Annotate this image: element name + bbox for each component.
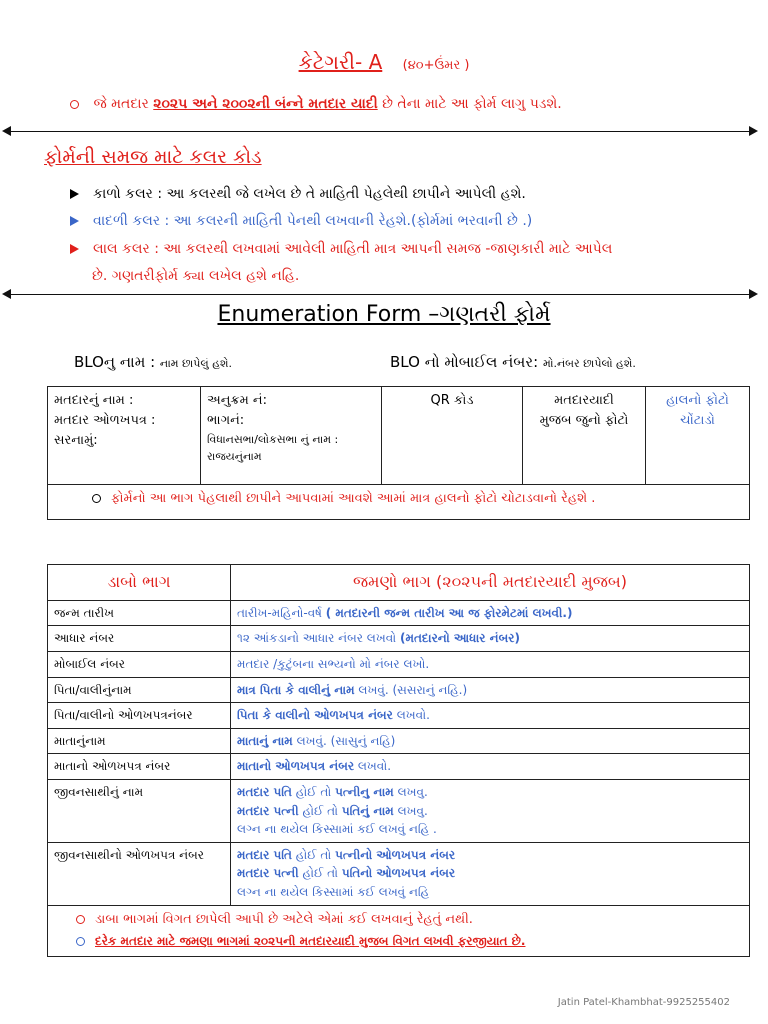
- note-2: [76, 932, 743, 951]
- voter-info-table: [47, 386, 750, 520]
- instruction-part1: તારીખ-મહિનો-વર્ષ: [237, 605, 326, 620]
- table-row: [48, 779, 750, 842]
- row-instruction[interactable]: [231, 779, 750, 842]
- row-label: જીવનસાથીનો ઓળખપત્ર નંબર: [48, 842, 231, 905]
- qr-code-label: QR કોડ: [430, 393, 474, 408]
- table-row: [48, 626, 750, 652]
- instruction-part1: ૧૨ આંકડાનો આધાર નંબર લખવો: [237, 631, 401, 646]
- row-instruction[interactable]: [231, 728, 750, 754]
- voter-name-label: મતદારનું નામ :: [54, 393, 134, 408]
- intro-part1: જે મતદાર: [93, 96, 154, 112]
- instruction-part1: માતાનું નામ: [237, 733, 293, 748]
- blue-color-text: વાદળી કલર : આ કલરની માહિતી પેનથી લખવાની રેહશે.(ફોર્મમાં ભરવાની છે .): [93, 213, 533, 229]
- double-arrow-divider: [4, 294, 756, 295]
- table-row: [48, 651, 750, 677]
- double-arrow-divider: [4, 131, 756, 132]
- table-row: [48, 600, 750, 626]
- instruction-part1: માતાનો ઓળખપત્ર નંબર: [237, 759, 355, 774]
- instruction-line: મતદાર પત્ની હોઈ તો પતિનો ઓળખપત્ર નંબર: [237, 866, 456, 881]
- note-2-text: દરેક મતદાર માટે જમણા ભાગમાં ૨૦૨૫ની મતદારયાદી મુજબ વિગત લખવી ફરજીયાત છે.: [95, 933, 526, 948]
- table1-note: [48, 485, 750, 520]
- row-instruction[interactable]: [231, 703, 750, 729]
- row-label: આધાર નંબર: [48, 626, 231, 652]
- serial-part-cell: [201, 387, 382, 485]
- row-instruction[interactable]: [231, 651, 750, 677]
- blue-color-item: [70, 213, 532, 229]
- current-photo-label-1: હાલનો ફોટો: [666, 393, 729, 408]
- circle-bullet-icon: [76, 937, 85, 946]
- serial-no-label: અનુક્રમ નં:: [207, 393, 267, 408]
- row-label: મોબાઈલ નંબર: [48, 651, 231, 677]
- state-label: રાજયનુંનામ: [207, 450, 262, 464]
- current-photo-cell[interactable]: [646, 387, 750, 485]
- instruction-line: લગ્ન ના થયેલ કિસ્સામાં કઈ લખવું નહિ .: [237, 822, 437, 837]
- left-right-table: [47, 564, 750, 957]
- row-instruction[interactable]: [231, 677, 750, 703]
- right-part-heading: જમણો ભાગ (૨૦૨૫ની મતદારયાદી મુજબ): [231, 565, 750, 601]
- circle-bullet-icon: [76, 915, 85, 924]
- red-color-text-1: લાલ કલર : આ કલરથી લખવામાં આવેલી માહિતી માત્ર આપની સમજ -જાણકારી માટે આપેલ: [93, 241, 613, 257]
- blo-name-label: BLOનુ નામ :: [74, 353, 160, 371]
- blo-name-value: નામ છાપેલું હશે.: [159, 357, 233, 370]
- constituency-label: વિધાનસભા/લોકસભા નું નામ :: [207, 433, 339, 447]
- table-row: [48, 703, 750, 729]
- row-label: જન્મ તારીખ: [48, 600, 231, 626]
- qr-code-cell: [382, 387, 523, 485]
- voter-id-label: મતદાર ઓળખપત્ર :: [54, 413, 156, 429]
- black-color-item: [70, 186, 526, 202]
- black-color-text: કાળો કલર : આ કલરથી જે લખેલ છે તે માહિતી પેહલેથી છાપીને આપેલી હશે.: [93, 186, 526, 202]
- table2-notes: [48, 905, 750, 957]
- arrow-bullet-icon: [70, 189, 79, 199]
- voter-details-cell: [48, 387, 201, 485]
- intro-part3: છે તેના માટે આ ફોર્મ લાગુ પડશે.: [377, 96, 562, 112]
- red-color-item: [70, 241, 612, 257]
- table-row: [48, 754, 750, 780]
- instruction-line: મતદાર પતિ હોઈ તો પત્નીનો ઓળખપત્ર નંબર: [237, 847, 456, 862]
- instruction-part1: પિતા કે વાલીનો ઓળખપત્ર નંબર: [237, 708, 393, 723]
- intro-part2: ૨૦૨૫ અને ૨૦૦૨ની બંન્ને મતદાર યાદી: [153, 96, 378, 112]
- old-photo-label-2: મુજબ જુનો ફોટો: [539, 413, 629, 429]
- table-row: [48, 677, 750, 703]
- enumeration-form-title: Enumeration Form –ગણતરી ફોર્મ: [217, 302, 551, 327]
- old-photo-label-1: મતદારયાદી: [554, 393, 614, 408]
- note-1: [76, 910, 743, 930]
- blo-mobile-label: BLO નો મોબાઈલ નંબર:: [390, 353, 543, 371]
- blo-mobile-value: મો.નંબર છાપેલો હશે.: [542, 357, 636, 370]
- instruction-part1: માત્ર પિતા કે વાલીનું નામ: [237, 682, 355, 697]
- table-row: [48, 842, 750, 905]
- red-color-text-2: છે. ગણતરીફોર્મ ક્યા લખેલ હશે નહિ.: [92, 268, 300, 284]
- row-label: પિતા/વાલીનો ઓળખપત્રનંબર: [48, 703, 231, 729]
- circle-bullet-icon: [92, 494, 101, 503]
- address-label: સરનામું:: [54, 433, 98, 449]
- row-instruction[interactable]: [231, 754, 750, 780]
- circle-bullet-icon: [70, 100, 79, 109]
- color-code-heading: ફોર્મની સમજ માટે કલર કોડ: [44, 146, 262, 168]
- row-label: માતાનુંનામ: [48, 728, 231, 754]
- old-photo-cell: [523, 387, 646, 485]
- instruction-part2: (મતદારનો આધાર નંબર): [400, 631, 520, 646]
- category-subtitle: (૪૦+ઉંમર ): [402, 58, 470, 73]
- current-photo-label-2: ચોંટાડો: [680, 413, 715, 429]
- instruction-part2: લખવું. (સસરાનું નહિ.): [354, 682, 468, 697]
- instruction-line: મતદાર પત્ની હોઈ તો પતિનું નામ લખવુ.: [237, 803, 428, 818]
- blo-mobile: [390, 353, 636, 371]
- row-instruction[interactable]: [231, 842, 750, 905]
- instruction-part2: લખવો.: [392, 708, 430, 723]
- row-label: પિતા/વાલીનુંનામ: [48, 677, 231, 703]
- arrow-bullet-icon: [70, 244, 79, 254]
- instruction-line: લગ્ન ના થયેલ કિસ્સામાં કઈ લખવું નહિ: [237, 884, 430, 899]
- row-instruction[interactable]: [231, 600, 750, 626]
- row-instruction[interactable]: [231, 626, 750, 652]
- instruction-line: મતદાર પતિ હોઈ તો પત્નીનુ નામ લખવુ.: [237, 784, 428, 799]
- instruction-part2: લખવો.: [354, 759, 392, 774]
- instruction-part1: મતદાર /કુટુંબના સભ્યનો મો નંબર લખો.: [237, 656, 430, 671]
- note-1-text: ડાબા ભાગમાં વિગત છાપેલી આપી છે અટેલે એમાં કઈ લખવાનું રેહતું નથી.: [95, 911, 473, 927]
- blo-name: [74, 353, 232, 371]
- arrow-bullet-icon: [70, 216, 79, 226]
- part-no-label: ભાગનં:: [207, 413, 245, 429]
- footer-credit: Jatin Patel-Khambhat-9925255402: [557, 997, 730, 1008]
- instruction-part2: લખવું. (સાસુનું નહિ): [292, 733, 396, 748]
- row-label: જીવનસાથીનું નામ: [48, 779, 231, 842]
- page-title: [0, 50, 768, 74]
- instruction-part2: ( મતદારની જન્મ તારીખ આ જ ફોરમેટમાં લખવી.): [325, 605, 573, 620]
- category-title: કેટેગરી- A: [298, 50, 383, 74]
- table-row: [48, 728, 750, 754]
- table1-note-text: ફોર્મનો આ ભાગ પેહલાથી છાપીને આપવામાં આવશે આમાં માત્ર હાલનો ફોટો ચોટાડવાનો રેહશે .: [111, 491, 596, 506]
- intro-line: [70, 96, 562, 112]
- left-part-heading: ડાબો ભાગ: [48, 565, 231, 601]
- row-label: માતાનો ઓળખપત્ર નંબર: [48, 754, 231, 780]
